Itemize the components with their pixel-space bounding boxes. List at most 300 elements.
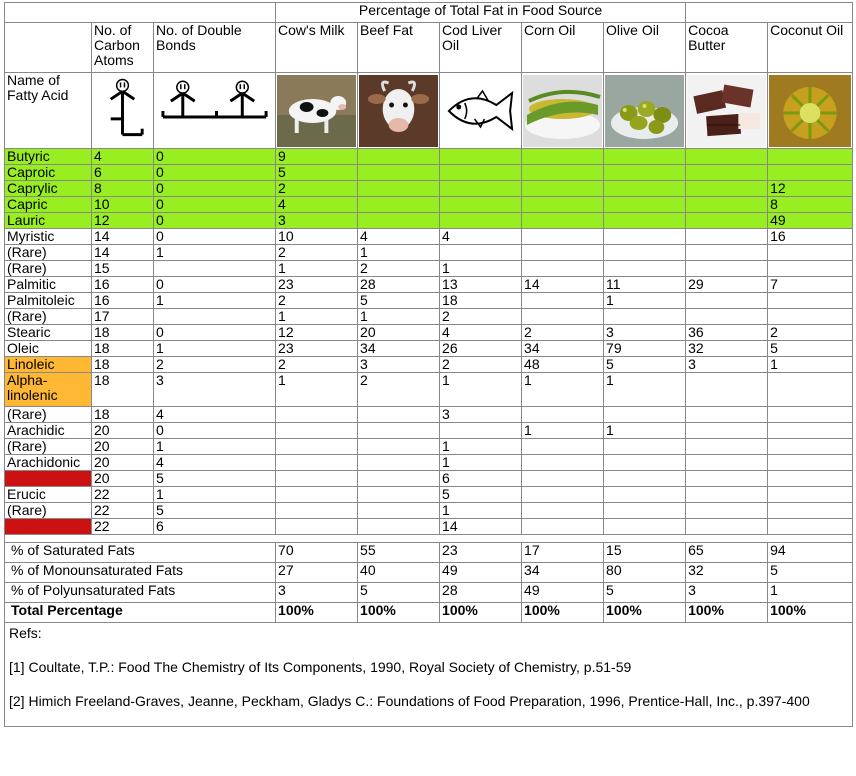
fatty-acid-name: (Rare) xyxy=(5,439,92,455)
percent-cell: 3 xyxy=(686,357,768,373)
table-row xyxy=(5,149,853,165)
fatty-acid-name: Butyric xyxy=(5,149,92,165)
table-row xyxy=(5,293,853,309)
double-bond-count: 1 xyxy=(154,293,276,309)
fatty-acid-name: Arachidonic xyxy=(5,455,92,471)
summary-value: 100% xyxy=(686,603,768,623)
coconut-image xyxy=(769,75,851,147)
percent-cell xyxy=(686,261,768,277)
table-row xyxy=(5,325,853,341)
percent-cell xyxy=(358,439,440,455)
table-row xyxy=(5,439,853,455)
percent-cell xyxy=(768,439,853,455)
corn-image xyxy=(523,75,602,147)
percent-cell xyxy=(768,165,853,181)
percent-cell xyxy=(358,503,440,519)
percent-cell: 28 xyxy=(358,277,440,293)
double-bond-count: 5 xyxy=(154,503,276,519)
food-picture-cell xyxy=(768,73,853,149)
percent-cell xyxy=(358,519,440,535)
summary-row xyxy=(5,563,853,583)
fatty-acid-name: (Rare) xyxy=(5,245,92,261)
percent-cell xyxy=(276,423,358,439)
summary-value: 100% xyxy=(276,603,358,623)
percent-cell: 1 xyxy=(440,455,522,471)
summary-label: % of Saturated Fats xyxy=(5,543,276,563)
summary-value: 17 xyxy=(522,543,604,563)
header-double-bonds: No. of Double Bonds xyxy=(154,23,276,73)
percent-cell: 2 xyxy=(276,181,358,197)
fatty-acid-name: (Rare) xyxy=(5,407,92,423)
percent-cell xyxy=(768,149,853,165)
double-bond-count: 5 xyxy=(154,471,276,487)
double-bond-count: 1 xyxy=(154,439,276,455)
fatty-acid-name: Linoleic xyxy=(5,357,92,373)
percent-cell: 2 xyxy=(440,357,522,373)
percent-cell xyxy=(768,407,853,423)
reference-item: [1] Coultate, T.P.: Food The Chemistry of Its Components, 1990, Royal Society of Chemistry, p.51-59 xyxy=(9,659,632,675)
chocolate-image xyxy=(687,75,766,147)
percent-cell: 12 xyxy=(276,325,358,341)
percent-cell xyxy=(768,455,853,471)
percent-cell xyxy=(604,165,686,181)
reference-item: [2] Himich Freeland-Graves, Jeanne, Peckham, Gladys C.: Foundations of Food Preparation, 1996, Prentice-Hall, Inc., p.397-400 xyxy=(9,693,810,709)
food-picture-cell xyxy=(358,73,440,149)
fatty-acid-name: Arachidic xyxy=(5,423,92,439)
percent-cell xyxy=(686,439,768,455)
fatty-acid-name: (Rare) xyxy=(5,309,92,325)
percent-cell: 2 xyxy=(276,357,358,373)
carbon-count: 18 xyxy=(92,341,154,357)
percent-cell: 5 xyxy=(440,487,522,503)
percent-cell xyxy=(768,245,853,261)
carbon-count: 16 xyxy=(92,277,154,293)
carbon-count: 22 xyxy=(92,487,154,503)
fish-image xyxy=(441,75,520,147)
header-food: Olive Oil xyxy=(604,23,686,73)
table-row xyxy=(5,181,853,197)
percent-cell xyxy=(276,503,358,519)
double-bond-count: 0 xyxy=(154,149,276,165)
summary-label: % of Monounsaturated Fats xyxy=(5,563,276,583)
percent-cell xyxy=(276,519,358,535)
summary-value: 100% xyxy=(440,603,522,623)
double-bond-count: 0 xyxy=(154,165,276,181)
fatty-acid-name: Palmitic xyxy=(5,277,92,293)
double-bond-structure-icon xyxy=(154,73,276,149)
blank-cell xyxy=(686,3,853,23)
fatty-acid-name: (Rare) xyxy=(5,261,92,277)
table-row xyxy=(5,423,853,439)
double-bond-count: 0 xyxy=(154,423,276,439)
carbon-count: 22 xyxy=(92,503,154,519)
percent-cell xyxy=(686,503,768,519)
percent-cell: 4 xyxy=(440,325,522,341)
fatty-acid-name: (Rare) xyxy=(5,503,92,519)
percent-cell xyxy=(686,149,768,165)
summary-value: 49 xyxy=(522,583,604,603)
summary-label: Total Percentage xyxy=(5,603,276,623)
percent-cell: 1 xyxy=(440,439,522,455)
summary-row xyxy=(5,583,853,603)
percent-cell: 10 xyxy=(276,229,358,245)
summary-value: 1 xyxy=(768,583,853,603)
carbon-count: 6 xyxy=(92,165,154,181)
percent-cell xyxy=(358,407,440,423)
percent-cell xyxy=(604,519,686,535)
percent-cell xyxy=(522,407,604,423)
percent-cell: 2 xyxy=(522,325,604,341)
percent-cell xyxy=(686,181,768,197)
table-row xyxy=(5,261,853,277)
fatty-acid-name: Palmitoleic xyxy=(5,293,92,309)
percent-cell xyxy=(522,181,604,197)
percent-cell xyxy=(358,197,440,213)
double-bond-count xyxy=(154,309,276,325)
double-bond-count: 6 xyxy=(154,519,276,535)
percent-cell xyxy=(686,245,768,261)
percent-cell xyxy=(358,471,440,487)
percent-cell: 1 xyxy=(276,373,358,407)
table-row xyxy=(5,503,853,519)
fatty-acid-name: Myristic xyxy=(5,229,92,245)
percent-cell xyxy=(768,503,853,519)
percent-cell xyxy=(686,213,768,229)
header-blank xyxy=(5,23,92,73)
percent-cell xyxy=(604,181,686,197)
fatty-acid-name: Caprylic xyxy=(5,181,92,197)
percent-cell: 11 xyxy=(604,277,686,293)
carbon-count: 8 xyxy=(92,181,154,197)
percent-cell xyxy=(768,471,853,487)
blank-cell xyxy=(5,3,276,23)
table-row xyxy=(5,487,853,503)
food-picture-cell xyxy=(686,73,768,149)
percent-cell xyxy=(768,261,853,277)
double-bond-icon xyxy=(155,75,274,147)
percent-cell xyxy=(604,309,686,325)
double-bond-count: 4 xyxy=(154,407,276,423)
percent-cell: 23 xyxy=(276,341,358,357)
double-bond-count: 0 xyxy=(154,229,276,245)
percent-cell xyxy=(440,213,522,229)
double-bond-count: 0 xyxy=(154,325,276,341)
percent-cell xyxy=(358,487,440,503)
percent-cell xyxy=(768,519,853,535)
table-row xyxy=(5,277,853,293)
summary-value: 15 xyxy=(604,543,686,563)
header-food: Corn Oil xyxy=(522,23,604,73)
table-title: Percentage of Total Fat in Food Source xyxy=(276,3,686,23)
summary-value: 55 xyxy=(358,543,440,563)
percent-cell xyxy=(686,165,768,181)
carbon-count: 14 xyxy=(92,229,154,245)
fatty-acid-name: Capric xyxy=(5,197,92,213)
fatty-acid-name: Lauric xyxy=(5,213,92,229)
carbon-count: 17 xyxy=(92,309,154,325)
summary-value: 34 xyxy=(522,563,604,583)
percent-cell xyxy=(522,471,604,487)
percent-cell xyxy=(522,503,604,519)
percent-cell xyxy=(604,229,686,245)
percent-cell xyxy=(686,229,768,245)
percent-cell xyxy=(440,165,522,181)
summary-value: 100% xyxy=(768,603,853,623)
summary-value: 27 xyxy=(276,563,358,583)
carbon-count: 18 xyxy=(92,325,154,341)
summary-row xyxy=(5,603,853,623)
table-row xyxy=(5,471,853,487)
summary-value: 28 xyxy=(440,583,522,603)
fatty-acid-name: Stearic xyxy=(5,325,92,341)
percent-cell: 5 xyxy=(276,165,358,181)
percent-cell xyxy=(604,471,686,487)
percent-cell: 14 xyxy=(522,277,604,293)
summary-label: % of Polyunsaturated Fats xyxy=(5,583,276,603)
percent-cell xyxy=(440,181,522,197)
double-bond-count: 1 xyxy=(154,487,276,503)
summary-value: 3 xyxy=(276,583,358,603)
double-bond-count: 3 xyxy=(154,373,276,407)
percent-cell: 48 xyxy=(522,357,604,373)
percent-cell: 2 xyxy=(358,373,440,407)
percent-cell: 1 xyxy=(604,293,686,309)
percent-cell: 4 xyxy=(440,229,522,245)
summary-row xyxy=(5,543,853,563)
carbon-count: 22 xyxy=(92,519,154,535)
header-carbon: No. of Carbon Atoms xyxy=(92,23,154,73)
percent-cell xyxy=(768,309,853,325)
table-row xyxy=(5,213,853,229)
percent-cell xyxy=(604,261,686,277)
percent-cell: 3 xyxy=(358,357,440,373)
percent-cell: 6 xyxy=(440,471,522,487)
percent-cell: 1 xyxy=(276,261,358,277)
header-fatty-acid: Name of Fatty Acid xyxy=(5,73,92,149)
percent-cell: 32 xyxy=(686,341,768,357)
double-bond-count: 0 xyxy=(154,197,276,213)
fatty-acid-name: Oleic xyxy=(5,341,92,357)
carbon-count: 14 xyxy=(92,245,154,261)
percent-cell xyxy=(604,245,686,261)
percent-cell: 3 xyxy=(604,325,686,341)
carbon-count: 20 xyxy=(92,423,154,439)
spacer-row xyxy=(5,535,853,543)
header-food: Cod Liver Oil xyxy=(440,23,522,73)
percent-cell: 49 xyxy=(768,213,853,229)
percent-cell xyxy=(522,149,604,165)
table-row xyxy=(5,165,853,181)
percent-cell xyxy=(604,503,686,519)
table-row xyxy=(5,407,853,423)
table-row xyxy=(5,245,853,261)
food-picture-cell xyxy=(522,73,604,149)
bull-image xyxy=(359,75,438,147)
percent-cell xyxy=(604,455,686,471)
percent-cell xyxy=(686,471,768,487)
percent-cell xyxy=(358,165,440,181)
percent-cell xyxy=(358,423,440,439)
percent-cell: 1 xyxy=(440,373,522,407)
percent-cell: 79 xyxy=(604,341,686,357)
olive-image xyxy=(605,75,684,147)
percent-cell xyxy=(604,197,686,213)
percent-cell: 1 xyxy=(358,309,440,325)
percent-cell: 5 xyxy=(604,357,686,373)
percent-cell: 2 xyxy=(440,309,522,325)
percent-cell xyxy=(768,423,853,439)
summary-value: 23 xyxy=(440,543,522,563)
percent-cell: 1 xyxy=(440,261,522,277)
percent-cell xyxy=(686,487,768,503)
percent-cell: 3 xyxy=(440,407,522,423)
percent-cell xyxy=(686,373,768,407)
percent-cell xyxy=(768,293,853,309)
carbon-count: 20 xyxy=(92,439,154,455)
percent-cell xyxy=(686,455,768,471)
double-bond-count: 0 xyxy=(154,181,276,197)
table-row xyxy=(5,309,853,325)
carbon-count: 4 xyxy=(92,149,154,165)
percent-cell: 34 xyxy=(522,341,604,357)
fatty-acid-name: Caproic xyxy=(5,165,92,181)
percent-cell: 12 xyxy=(768,181,853,197)
summary-value: 100% xyxy=(522,603,604,623)
percent-cell xyxy=(440,245,522,261)
summary-value: 65 xyxy=(686,543,768,563)
percent-cell xyxy=(686,309,768,325)
percent-cell xyxy=(522,245,604,261)
percent-cell xyxy=(522,165,604,181)
percent-cell xyxy=(440,197,522,213)
double-bond-count xyxy=(154,261,276,277)
percent-cell: 1 xyxy=(604,373,686,407)
percent-cell: 26 xyxy=(440,341,522,357)
percent-cell: 2 xyxy=(276,245,358,261)
carbon-count: 18 xyxy=(92,373,154,407)
refs-heading: Refs: xyxy=(9,625,42,641)
table-row xyxy=(5,357,853,373)
percent-cell: 4 xyxy=(358,229,440,245)
percent-cell xyxy=(522,213,604,229)
percent-cell xyxy=(522,261,604,277)
summary-value: 40 xyxy=(358,563,440,583)
percent-cell xyxy=(686,293,768,309)
percent-cell xyxy=(276,487,358,503)
percent-cell xyxy=(522,229,604,245)
percent-cell: 13 xyxy=(440,277,522,293)
table-row xyxy=(5,197,853,213)
spacer-cell xyxy=(5,535,853,543)
percent-cell xyxy=(276,407,358,423)
fatty-acid-name: DHA xyxy=(5,519,92,535)
double-bond-count: 2 xyxy=(154,357,276,373)
table-row xyxy=(5,229,853,245)
percent-cell: 29 xyxy=(686,277,768,293)
percent-cell xyxy=(522,519,604,535)
percent-cell xyxy=(522,455,604,471)
percent-cell xyxy=(522,439,604,455)
header-food: Beef Fat xyxy=(358,23,440,73)
percent-cell: 34 xyxy=(358,341,440,357)
percent-cell xyxy=(686,407,768,423)
percent-cell xyxy=(358,213,440,229)
percent-cell xyxy=(522,293,604,309)
carbon-structure-icon xyxy=(92,73,154,149)
percent-cell: 5 xyxy=(768,341,853,357)
percent-cell xyxy=(686,423,768,439)
carbon-count: 10 xyxy=(92,197,154,213)
percent-cell xyxy=(522,487,604,503)
double-bond-count: 0 xyxy=(154,277,276,293)
percent-cell: 8 xyxy=(768,197,853,213)
header-food: Cocoa Butter xyxy=(686,23,768,73)
percent-cell xyxy=(358,455,440,471)
percent-cell: 7 xyxy=(768,277,853,293)
table-row xyxy=(5,455,853,471)
percent-cell xyxy=(604,487,686,503)
percent-cell xyxy=(276,471,358,487)
percent-cell xyxy=(276,439,358,455)
summary-value: 5 xyxy=(768,563,853,583)
carbon-count: 20 xyxy=(92,471,154,487)
percent-cell: 18 xyxy=(440,293,522,309)
summary-value: 80 xyxy=(604,563,686,583)
summary-value: 3 xyxy=(686,583,768,603)
fatty-acid-name: EPA xyxy=(5,471,92,487)
refs-row xyxy=(5,623,853,727)
percent-cell xyxy=(522,309,604,325)
food-picture-cell xyxy=(604,73,686,149)
percent-cell: 16 xyxy=(768,229,853,245)
percent-cell: 2 xyxy=(276,293,358,309)
percent-cell xyxy=(686,519,768,535)
header-food: Coconut Oil xyxy=(768,23,853,73)
percent-cell xyxy=(604,439,686,455)
percent-cell xyxy=(358,149,440,165)
summary-value: 70 xyxy=(276,543,358,563)
summary-value: 5 xyxy=(358,583,440,603)
percent-cell xyxy=(276,455,358,471)
percent-cell: 14 xyxy=(440,519,522,535)
percent-cell xyxy=(522,197,604,213)
percent-cell xyxy=(440,149,522,165)
double-bond-count: 1 xyxy=(154,341,276,357)
percent-cell xyxy=(604,213,686,229)
references xyxy=(5,623,853,727)
carbon-count: 12 xyxy=(92,213,154,229)
percent-cell: 36 xyxy=(686,325,768,341)
percent-cell: 2 xyxy=(768,325,853,341)
percent-cell xyxy=(686,197,768,213)
food-picture-cell xyxy=(276,73,358,149)
table-row xyxy=(5,373,853,407)
table-row xyxy=(5,519,853,535)
percent-cell: 20 xyxy=(358,325,440,341)
percent-cell xyxy=(604,407,686,423)
summary-value: 49 xyxy=(440,563,522,583)
percent-cell: 1 xyxy=(768,357,853,373)
carbon-count: 18 xyxy=(92,357,154,373)
summary-value: 32 xyxy=(686,563,768,583)
percent-cell: 3 xyxy=(276,213,358,229)
carbon-count: 16 xyxy=(92,293,154,309)
fat-table xyxy=(4,2,853,727)
summary-value: 94 xyxy=(768,543,853,563)
percent-cell: 1 xyxy=(358,245,440,261)
percent-cell xyxy=(440,423,522,439)
percent-cell xyxy=(768,487,853,503)
